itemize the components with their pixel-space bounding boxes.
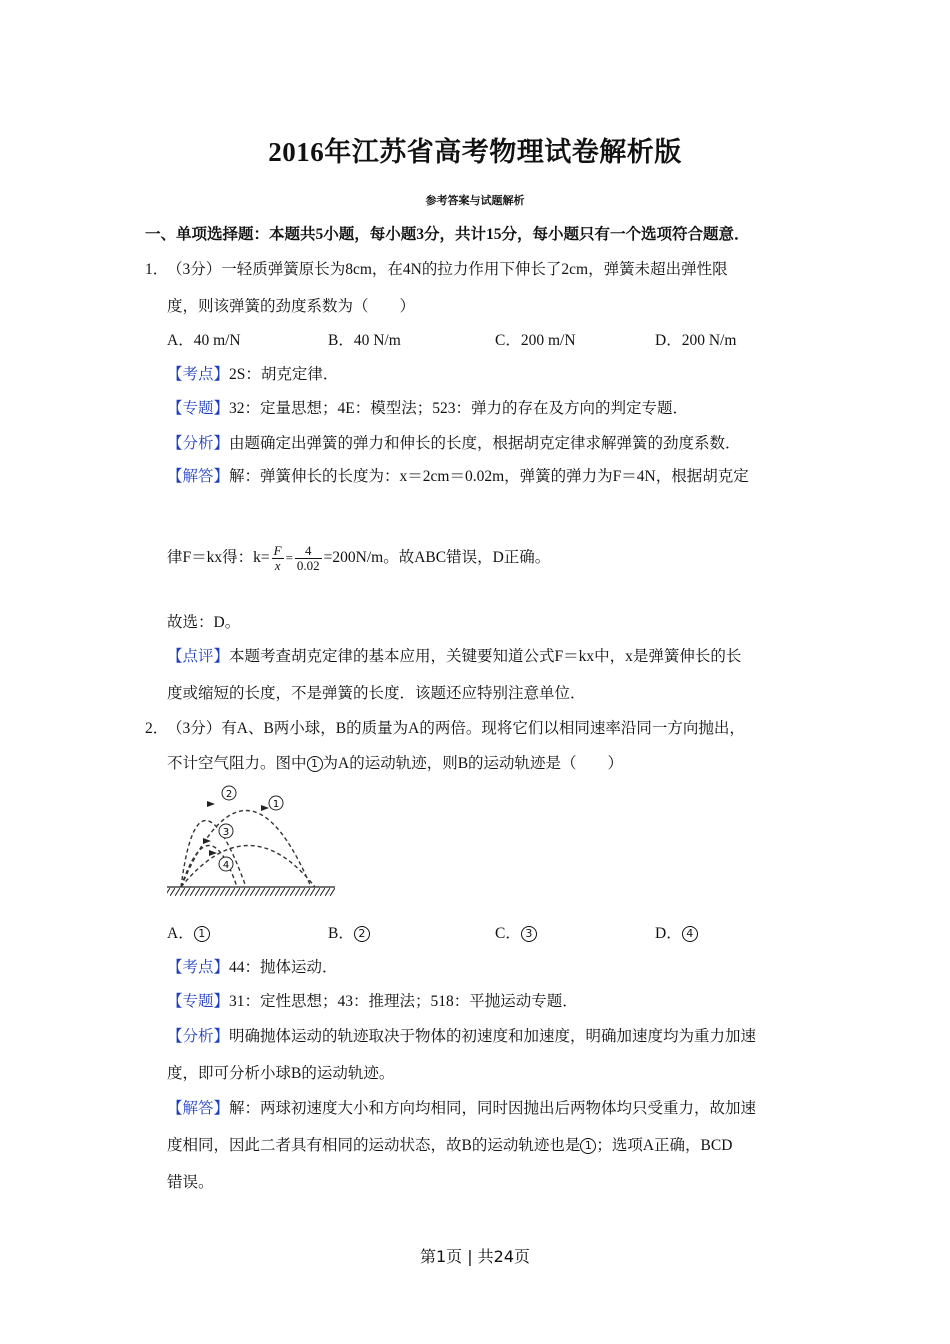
q1-number: 1． — [145, 261, 169, 278]
q1-option-a: A．40 m/N — [167, 332, 241, 349]
q1-frac1-den: x — [274, 558, 281, 573]
q1-option-b: B．40 N/m — [328, 332, 401, 349]
q1-kaodian-text: 2S：胡克定律． — [229, 366, 339, 383]
arrow-3 — [203, 838, 211, 844]
q2-jieda-line3: 错误。 — [167, 1174, 214, 1191]
q2-fenxi — [167, 1024, 756, 1046]
q1-dianping — [167, 644, 741, 666]
q1-option-c: C．200 m/N — [495, 332, 576, 349]
q1-kaodian — [167, 362, 338, 384]
q1-jieda-line1: 解：弹簧伸长的长度为：x＝2cm＝0.02m，弹簧的弹力为F＝4N，根据胡克定 — [229, 468, 749, 485]
q1-frac2-den: 0.02 — [296, 558, 320, 573]
q1-formula-eq: = — [285, 550, 293, 566]
q2-stem-pre: 不计空气阻力。图中 — [167, 755, 307, 772]
q1-fraction-4-over-002 — [295, 544, 322, 573]
q1-stem-line1: （3分）一轻质弹簧原长为8cm，在4N的拉力作用下伸长了2cm，弹簧未超出弹性限 — [167, 261, 728, 278]
q1-jieda — [167, 464, 749, 486]
q2-number: 2． — [145, 720, 169, 737]
q1-fenxi-text: 由题确定出弹簧的弹力和伸长的长度，根据胡克定律求解弹簧的劲度系数． — [229, 435, 741, 452]
q1-dianping-tag: 【点评】 — [167, 648, 230, 665]
arrow-2 — [207, 801, 215, 807]
arrow-4 — [209, 850, 217, 856]
q1-answer: 故选：D。 — [167, 614, 241, 631]
figure-label-3: 3 — [222, 827, 230, 838]
q1-dianping-line1: 本题考查胡克定律的基本应用，关键要知道公式F＝kx中，x是弹簧伸长的长 — [229, 648, 742, 665]
q1-zhuanti-tag: 【专题】 — [167, 400, 230, 417]
q2-fenxi-line1: 明确抛体运动的轨迹取决于物体的初速度和加速度，明确加速度均为重力加速 — [229, 1028, 757, 1045]
q2-option-c — [495, 921, 537, 943]
q2-option-a — [167, 921, 210, 943]
q2-zhuanti — [167, 989, 578, 1011]
q1-option-d: D．200 N/m — [655, 332, 737, 349]
q2-jieda-tag: 【解答】 — [167, 1100, 230, 1117]
q2-option-b — [328, 921, 370, 943]
trajectory-figure — [165, 784, 340, 900]
page-title: 2016年江苏省高考物理试卷解析版 — [268, 137, 682, 167]
ground-hatching — [167, 888, 335, 896]
q2-option-a-mark: 1 — [194, 926, 210, 942]
q1-fenxi-tag: 【分析】 — [167, 435, 230, 452]
q2-kaodian-tag: 【考点】 — [167, 959, 230, 976]
figure-label-2: 2 — [225, 789, 233, 800]
q2-option-d — [655, 921, 698, 943]
q2-option-d-mark: 4 — [682, 926, 698, 942]
q1-formula-result: =200N/m。故ABC错误，D正确。 — [323, 549, 551, 567]
q1-jieda-tag: 【解答】 — [167, 468, 230, 485]
q2-fenxi-tag: 【分析】 — [167, 1028, 230, 1045]
q2-stem-line1: （3分）有A、B两小球，B的质量为A的两倍。现将它们以相同速率沿同一方向抛出， — [167, 720, 745, 737]
q1-fraction-f-over-x — [272, 544, 284, 573]
q2-zhuanti-text: 31：定性思想；43：推理法；518：平抛运动专题． — [229, 993, 578, 1010]
q2-jieda-line2-pre: 度相同，因此二者具有相同的运动状态，故B的运动轨迹也是 — [167, 1137, 581, 1154]
q1-kaodian-tag: 【考点】 — [167, 366, 230, 383]
q2-option-c-mark: 3 — [521, 926, 537, 942]
q2-zhuanti-tag: 【专题】 — [167, 993, 230, 1010]
q2-stem-circled-number: 1 — [307, 756, 323, 772]
q1-frac1-num: F — [273, 543, 282, 558]
q1-frac2-num: 4 — [295, 544, 322, 559]
q1-zhuanti-text: 32：定量思想；4E：模型法；523：弹力的存在及方向的判定专题． — [229, 400, 688, 417]
arrow-1 — [261, 805, 269, 811]
q2-option-b-letter: B． — [328, 925, 354, 942]
q1-zhuanti — [167, 396, 688, 418]
q2-kaodian — [167, 955, 338, 977]
page-footer: 第1页 | 共24页 — [419, 1247, 531, 1266]
q2-option-b-mark: 2 — [354, 926, 370, 942]
q2-jieda-line1: 解：两球初速度大小和方向均相同，同时因抛出后两物体均只受重力，故加速 — [229, 1100, 757, 1117]
q2-option-a-letter: A． — [167, 925, 194, 942]
q2-jieda-line2-post: ；选项A正确，BCD — [596, 1137, 733, 1154]
q1-stem-line2: 度，则该弹簧的劲度系数为（ ） — [167, 298, 416, 315]
trajectory-4 — [181, 846, 315, 888]
q2-option-d-letter: D． — [655, 925, 682, 942]
q2-fenxi-line2: 度，即可分析小球B的运动轨迹。 — [167, 1065, 395, 1082]
q1-formula-prefix: 律F＝kx得：k= — [167, 549, 270, 567]
q2-jieda — [167, 1096, 756, 1118]
q1-dianping-line2: 度或缩短的长度，不是弹簧的长度．该题还应特别注意单位． — [167, 685, 586, 702]
q1-fenxi — [167, 431, 741, 453]
q2-option-c-letter: C． — [495, 925, 521, 942]
q2-stem-line2 — [167, 751, 623, 773]
q2-stem-post: 为A的运动轨迹，则B的运动轨迹是（ ） — [322, 755, 624, 772]
figure-label-4: 4 — [222, 860, 230, 871]
page-subtitle: 参考答案与试题解析 — [425, 195, 525, 207]
section-heading: 一、单项选择题：本题共5小题，每小题3分，共计15分，每小题只有一个选项符合题意． — [145, 226, 750, 243]
q2-jieda-circled-number: 1 — [580, 1138, 596, 1154]
q2-jieda-line2 — [167, 1133, 732, 1155]
figure-label-1: 1 — [272, 799, 280, 810]
q1-jieda-formula — [167, 544, 550, 573]
q2-kaodian-text: 44：抛体运动． — [229, 959, 338, 976]
